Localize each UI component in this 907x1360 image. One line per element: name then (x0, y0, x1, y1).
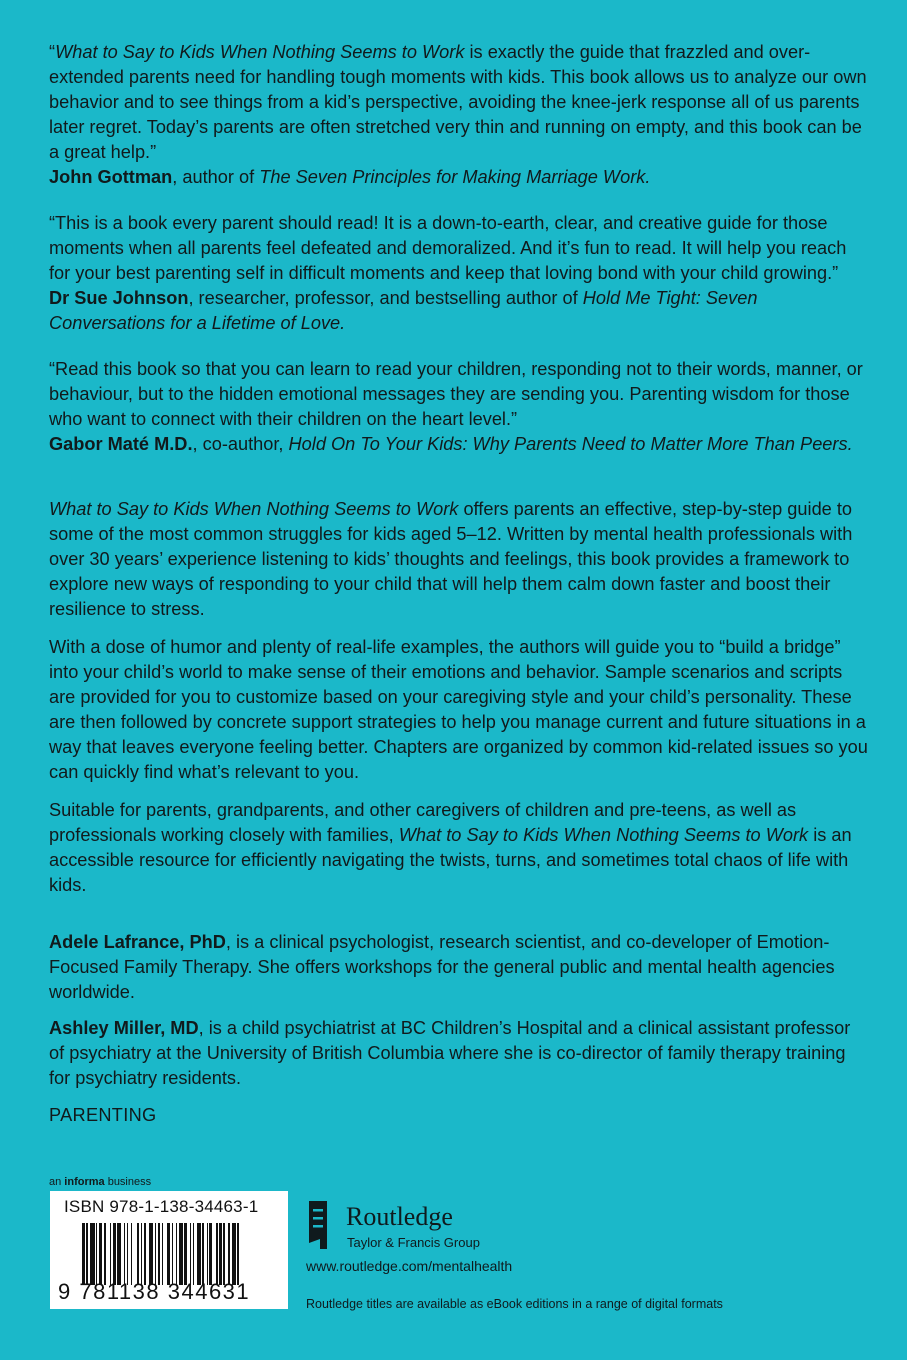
barcode-bar (237, 1223, 238, 1285)
informa-tagline: an informa business (49, 1176, 152, 1188)
barcode-bar (124, 1223, 125, 1285)
barcode-bar (228, 1223, 231, 1285)
barcode-bar (162, 1223, 163, 1285)
author-bio-lafrance: Adele Lafrance, PhD, is a clinical psychologist, research scientist, and co-developer of Emotion-Focused Family Therapy. She offers workshops for the general public and mental health agencies worldwide. (49, 932, 835, 1002)
barcode-bar (137, 1223, 140, 1285)
author-bio-miller: Ashley Miller, MD, is a child psychiatrist at BC Children’s Hospital and a clinical assistant professor of psychiatry at the University of British Columbia where she is co-director of family therapy training for psychiatry residents. (49, 1018, 851, 1088)
barcode-bar (90, 1223, 94, 1285)
isbn-barcode (50, 1191, 288, 1309)
barcode-bar (193, 1223, 194, 1285)
barcode-bar (219, 1223, 222, 1285)
barcode-bar (127, 1223, 128, 1285)
barcode-bar (131, 1223, 132, 1285)
barcode-bar (197, 1223, 201, 1285)
barcode-bar (232, 1223, 236, 1285)
quote-body: “Read this book so that you can learn to read your children, responding not to their words, manner, or behaviour, but to the hidden emotional messages they are sending you. Parenting wisdom for those who want to connect with their children on the heart level.” (49, 359, 863, 429)
quote-johnson (49, 211, 869, 336)
isbn-label: ISBN 978-1-138-34463-1 (64, 1197, 259, 1216)
barcode-bar (149, 1223, 153, 1285)
subject-category: PARENTING (49, 1105, 157, 1125)
barcode-bar (167, 1223, 170, 1285)
barcode-digits: 9 781138 344631 (58, 1279, 251, 1304)
description-paragraph-2: With a dose of humor and plenty of real-life examples, the authors will guide you to “build a bridge” into your child’s world to make sense of their emotions and behavior. Sample scenarios and scripts are provided for you to customize based on your caregiving style and your child’s personality. These are then followed by concrete support strategies to help you manage current and future situations in a way that leaves everyone feeling better. Chapters are organized by common kid-related issues so you can quickly find what’s relevant to you. (49, 637, 868, 782)
barcode-bar (179, 1223, 183, 1285)
barcode-bar (202, 1223, 203, 1285)
quote-attribution: Dr Sue Johnson, researcher, professor, and bestselling author of Hold Me Tight: Seven Conversations for a Lifetime of Love. (49, 288, 758, 333)
routledge-logo-icon (306, 1199, 330, 1251)
barcode-bar (86, 1223, 87, 1285)
barcode-bar (110, 1223, 111, 1285)
barcode-bar (207, 1223, 208, 1285)
barcode-bar (96, 1223, 97, 1285)
barcode-bar (176, 1223, 177, 1285)
description-paragraph-1: What to Say to Kids When Nothing Seems to Work offers parents an effective, step-by-step guide to some of the most common struggles for kids aged 5–12. Written by mental health professionals with over 30 years’ experience listening to kids’ thoughts and feelings, this book provides a framework to explore new ways of responding to your child that will help them calm down faster and boost their resilience to stress. (49, 499, 853, 619)
barcode-bar (144, 1223, 147, 1285)
barcode-bars (82, 1223, 274, 1285)
barcode-bar (223, 1223, 224, 1285)
quote-attribution: John Gottman, author of The Seven Principles for Making Marriage Work. (49, 167, 651, 187)
ebook-note: Routledge titles are available as eBook editions in a range of digital formats (306, 1297, 723, 1311)
publisher-group: Taylor & Francis Group (347, 1235, 480, 1250)
barcode-bar (216, 1223, 217, 1285)
barcode-bar (99, 1223, 102, 1285)
publisher-name: Routledge (346, 1202, 453, 1231)
barcode-bar (155, 1223, 156, 1285)
barcode-bar (141, 1223, 142, 1285)
barcode-bar (209, 1223, 212, 1285)
barcode-bar (184, 1223, 187, 1285)
barcode-bar (104, 1223, 105, 1285)
publisher-url[interactable]: www.routledge.com/mentalhealth (306, 1258, 513, 1274)
quote-gottman (49, 40, 869, 190)
quote-body: “This is a book every parent should read! It is a down-to-earth, clear, and creative guide for those moments when all parents feel defeated and demoralized. And it’s fun to read. It will help you reach for your best parenting self in difficult moments and keep that loving bond with your child growing.” (49, 213, 847, 283)
quote-body: “What to Say to Kids When Nothing Seems to Work is exactly the guide that frazzled and over-extended parents need for handling tough moments with kids. This book allows us to analyze our own behavior and to see things from a kid’s perspective, avoiding the knee-jerk response all of us parents later regret. Today’s parents are often stretched very thin and running on empty, and this book can be a great help.” (49, 42, 867, 162)
quote-mate (49, 357, 869, 457)
barcode-bar (117, 1223, 121, 1285)
back-cover-text (49, 40, 869, 1128)
quote-attribution: Gabor Maté M.D., co-author, Hold On To Your Kids: Why Parents Need to Matter More Than Peers. (49, 434, 853, 454)
barcode-bar (172, 1223, 173, 1285)
description-paragraph-3: Suitable for parents, grandparents, and other caregivers of children and pre-teens, as well as professionals working closely with families, What to Say to Kids When Nothing Seems to Work is an accessible resource for efficiently navigating the twists, turns, and sometimes total chaos of life with kids. (49, 800, 852, 895)
barcode-bar (82, 1223, 85, 1285)
barcode-bar (190, 1223, 191, 1285)
barcode-bar (158, 1223, 161, 1285)
barcode-bar (113, 1223, 116, 1285)
